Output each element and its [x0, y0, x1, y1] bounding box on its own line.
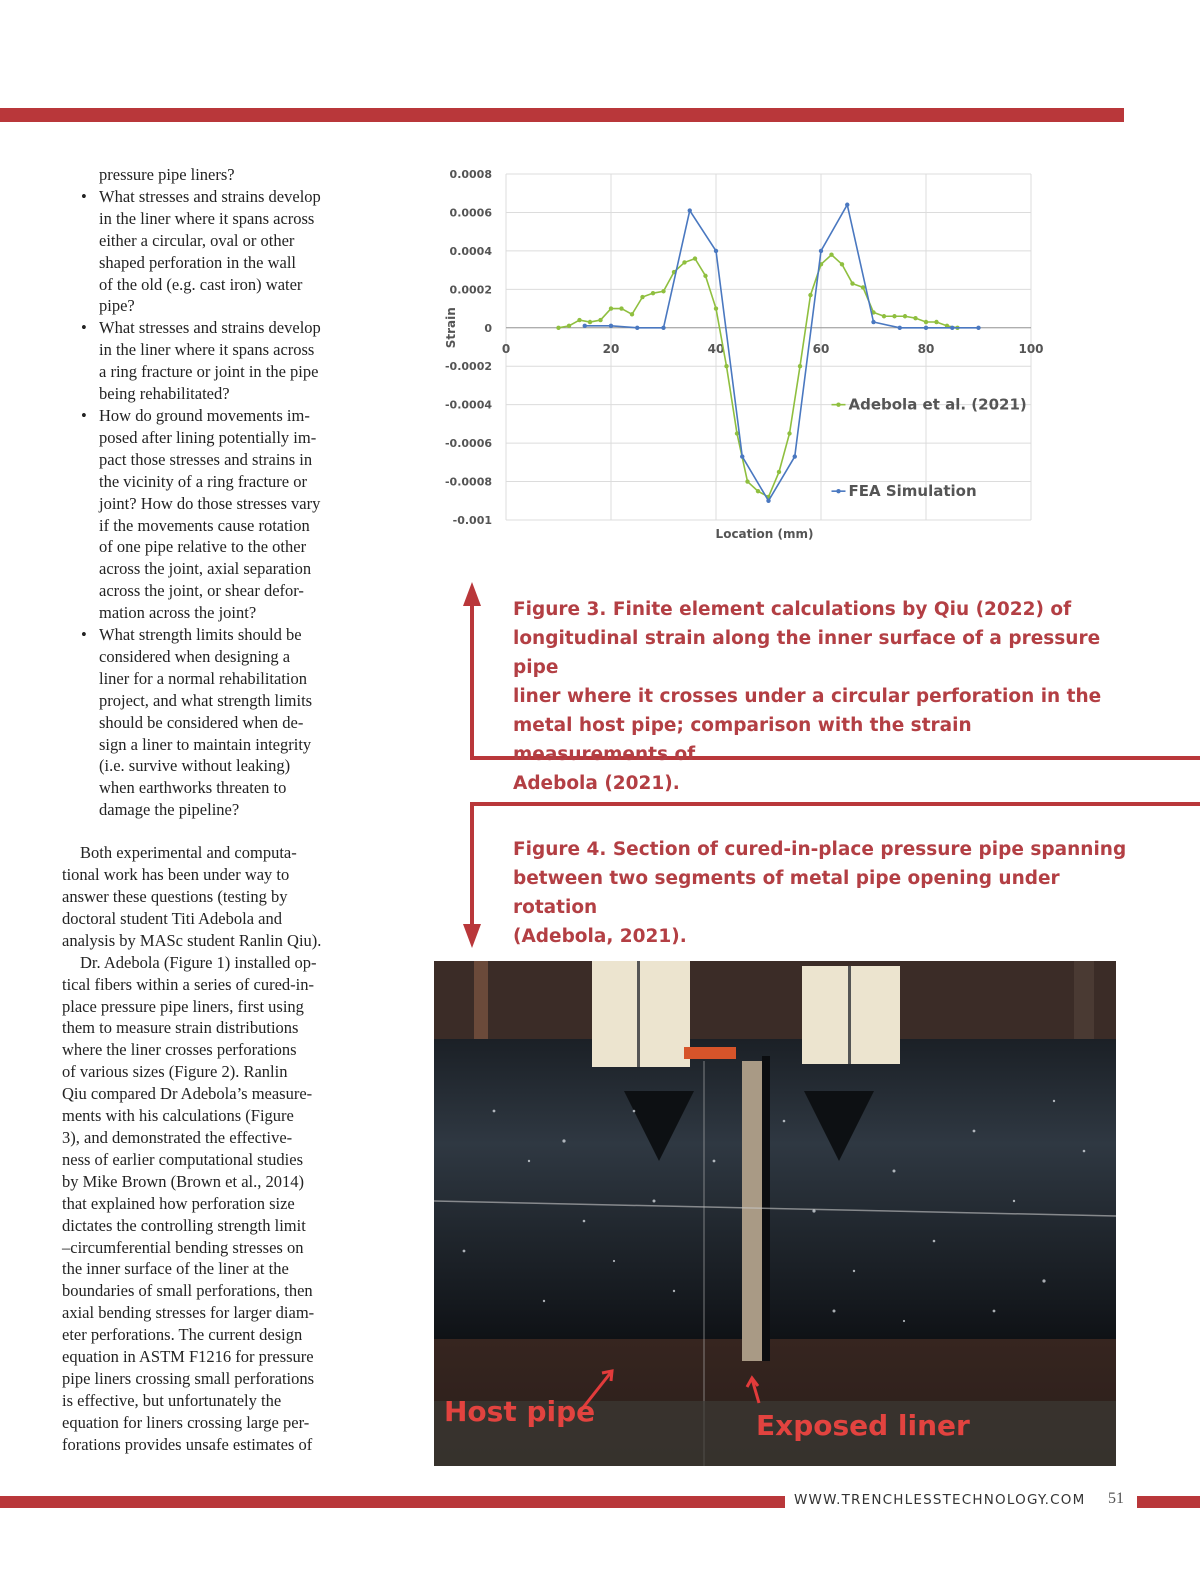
data-point	[598, 318, 602, 322]
data-point	[924, 320, 928, 324]
x-tick-label: 0	[501, 341, 511, 356]
data-point	[934, 320, 938, 324]
list-item: • What stresses and strains develop in the liner where it spans across either a circular, oval or other shaped perforation in the wall of the old (e.g. cast iron) water pipe?	[62, 186, 368, 317]
x-tick-label: 80	[917, 341, 935, 356]
footer-accent-bar-left	[0, 1496, 785, 1508]
question-list	[62, 164, 368, 821]
data-point	[703, 274, 707, 278]
data-point	[829, 253, 833, 257]
header-accent-bar	[0, 108, 1124, 122]
data-point	[661, 326, 665, 330]
data-point	[688, 208, 692, 212]
data-point	[850, 281, 854, 285]
data-point	[682, 260, 686, 264]
legend-entry: FEA Simulation	[848, 482, 977, 501]
arrow-down-icon	[463, 924, 481, 948]
data-point	[740, 454, 744, 458]
data-point	[619, 306, 623, 310]
list-item: • How do ground movements im- posed after lining potentially im- pact those stresses and strains in the vicinity of a ring fracture or joint? How do those stresses vary if the movements cause rotation of one pipe relative to the other across the joint, axial separation across the joint, or shear defor- mation across the joint?	[62, 405, 368, 624]
body-paragraph: Dr. Adebola (Figure 1) installed op- tical fibers within a series of cured-in- place pressure pipe liners, first using them to measure strain distributions where the liner crosses perforations of various sizes (Figure 2). Ranlin Qiu compared Dr Adebola’s measure- ments with his calculations (Figure 3), and demonstrated the effective- ness of earlier computational studies by Mike Brown (Brown et al., 2014) that explained how perforation size dictates the controlling strength limit –circumferential bending stresses on the inner surface of the liner at the boundaries of small perforations, then axial bending stresses for larger diam- eter perforations. The current design equation in ASTM F1216 for pressure pipe liners crossing small perforations is effective, but unfortunately the equation for liners crossing large per- forations provides unsafe estimates of	[62, 952, 317, 1454]
figure4-caption: Figure 4. Section of cured-in-place pressure pipe spanning between two segments of metal pipe opening under rotation (Adebola, 2021).	[513, 839, 1127, 947]
data-point	[892, 314, 896, 318]
data-point	[609, 324, 613, 328]
data-point	[583, 324, 587, 328]
list-item: • What strength limits should be considered when designing a liner for a normal rehabilitation project, and what strength limits should be considered when de- sign a liner to maintain integrity (i.e. survive without leaking) when earthworks threaten to damage the pipeline?	[62, 624, 368, 821]
data-point	[567, 324, 571, 328]
series-line	[559, 255, 958, 497]
website-url: WWW.TRENCHLESSTECHNOLOGY.COM	[794, 1492, 1086, 1508]
host-pipe-label: Host pipe	[444, 1395, 596, 1428]
data-point	[898, 326, 902, 330]
exposed-liner-strip	[742, 1061, 762, 1361]
figure3-caption: Figure 3. Finite element calculations by Qiu (2022) of longitudinal strain along the inner surface of a pressure pipe liner where it crosses under a circular perforation in the metal host pipe; comparison with the strain measurements of Adebola (2021).	[513, 599, 1102, 794]
data-point	[651, 291, 655, 295]
y-tick-label: 0.0008	[449, 168, 492, 181]
data-point	[840, 262, 844, 266]
y-tick-label: -0.0002	[444, 360, 492, 374]
footer-accent-bar-right	[1137, 1496, 1200, 1508]
y-tick-label: -0.0008	[444, 475, 492, 489]
body-paragraph: Both experimental and computa- tional work has been under way to answer these questions (testing by doctoral student Titi Adebola and analysis by MASc student Ranlin Qiu).	[62, 843, 322, 950]
data-point	[777, 470, 781, 474]
x-tick-label: 40	[707, 341, 725, 356]
y-axis-label: Strain	[444, 307, 458, 349]
data-point	[630, 312, 634, 316]
data-point	[714, 249, 718, 253]
data-point	[640, 295, 644, 299]
x-tick-label: 100	[1018, 341, 1044, 356]
data-point	[903, 314, 907, 318]
arrow-up-icon	[463, 582, 481, 606]
legend-marker	[836, 489, 840, 493]
data-point	[861, 285, 865, 289]
legend-entry: Adebola et al. (2021)	[848, 395, 1027, 414]
exposed-liner-label: Exposed liner	[756, 1409, 970, 1442]
list-item: • What stresses and strains develop in the liner where it spans across a ring fracture or joint in the pipe being rehabilitated?	[62, 317, 368, 405]
data-point	[924, 326, 928, 330]
y-tick-label: -0.0004	[444, 398, 492, 412]
x-tick-label: 60	[812, 341, 830, 356]
data-point	[693, 256, 697, 260]
data-point	[609, 306, 613, 310]
data-point	[745, 479, 749, 483]
list-item-continued: pressure pipe liners?	[99, 165, 235, 184]
strain-chart	[436, 160, 1056, 545]
data-point	[819, 249, 823, 253]
data-point	[577, 318, 581, 322]
y-tick-label: -0.001	[452, 514, 492, 527]
y-tick-label: 0.0002	[449, 283, 492, 297]
data-point	[793, 454, 797, 458]
data-point	[845, 203, 849, 207]
y-tick-label: 0.0006	[449, 206, 492, 220]
y-tick-label: 0	[484, 321, 492, 335]
y-tick-label: 0.0004	[449, 244, 492, 258]
data-point	[808, 293, 812, 297]
data-point	[556, 326, 560, 330]
data-point	[950, 326, 954, 330]
y-tick-label: -0.0006	[444, 437, 492, 451]
x-axis-label: Location (mm)	[715, 527, 814, 541]
data-point	[588, 320, 592, 324]
left-clamp-block	[592, 961, 690, 1067]
data-point	[787, 431, 791, 435]
pipe-test-photo	[434, 961, 1116, 1466]
data-point	[766, 499, 770, 503]
x-tick-label: 20	[602, 341, 620, 356]
data-point	[756, 489, 760, 493]
data-point	[661, 289, 665, 293]
page-number: 51	[1108, 1490, 1124, 1507]
data-point	[798, 364, 802, 368]
data-point	[724, 364, 728, 368]
data-point	[635, 326, 639, 330]
data-point	[913, 316, 917, 320]
data-point	[882, 314, 886, 318]
legend-marker	[836, 402, 840, 406]
data-point	[871, 320, 875, 324]
data-point	[714, 306, 718, 310]
body-text-column	[62, 164, 368, 1456]
data-point	[976, 326, 980, 330]
